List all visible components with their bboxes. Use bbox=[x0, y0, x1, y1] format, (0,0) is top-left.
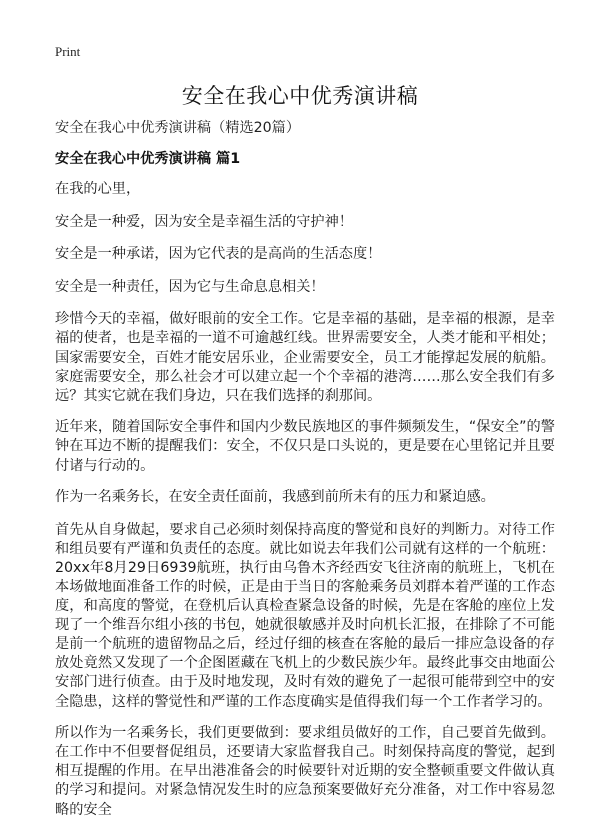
paragraph: 安全是一种责任，因为它与生命息息相关！ bbox=[55, 278, 325, 295]
paragraph: 安全是一种爱，因为安全是幸福生活的守护神！ bbox=[55, 213, 353, 230]
print-link[interactable]: Print bbox=[55, 44, 81, 59]
paragraph: 所以作为一名乘务长，我们更要做到：要求组员做好的工作，自己要首先做到。在工作中不但要督促组员，还要请大家监督我自己。时刻保持高度的警觉，起到相互提醒的作用。在早出港准备会的时候要针对近期的安全整顿重要文件做认真的学习和提问。对紧急情况发生时的应急预案要做好充分准备，对工作中容易忽略的安全 bbox=[55, 725, 555, 818]
document-subtitle: 安全在我心中优秀演讲稿（精选20篇） bbox=[55, 120, 301, 136]
document-title: 安全在我心中优秀演讲稿 bbox=[181, 84, 419, 108]
paragraph: 在我的心里， bbox=[55, 181, 141, 197]
section-heading: 安全在我心中优秀演讲稿 篇1 bbox=[55, 151, 241, 167]
paragraph: 珍惜今天的幸福，做好眼前的安全工作。它是幸福的基础，是幸福的根源，是幸福的使者，也是幸福的一道不可逾越红线。世界需要安全，人类才能和平相处；国家需要安全，百姓才能安居乐业，企业需要安全，员工才能撑起发展的航船。家庭需要安全，那么社会才可以建立起一个个幸福的港湾……那么安全我们有多远？其实它就在我们身边，只在我们选择的刹那间。 bbox=[55, 311, 555, 404]
paragraph: 首先从自身做起，要求自己必须时刻保持高度的警觉和良好的判断力。对待工作和组员要有严谨和负责任的态度。就比如说去年我们公司就有这样的一个航班：20xx年8月29日6939航班，执行由乌鲁木齐经西安飞往济南的航班上，飞机在本场做地面准备工作的时候，正是由于当日的客舱乘务员刘群本着严谨的工作态度，和高度的警觉，在登机后认真检查紧急设备的时候，先是在客舱的座位上发现了一个维吾尔组小孩的书包，她就很敏感并及时向机长汇报，在排除了不可能是前一个航班的遗留物品之后，经过仔细的核查在客舱的最后一排应急设备的存放处竟然又发现了一个企图匿藏在飞机上的少数民族少年。最终此事交由地面公安部门进行侦查。由于及时地发现，及时有效的避免了一起很可能带到空中的安全隐患，这样的警觉性和严谨的工作态度确实是值得我们每一个工作者学习的。 bbox=[55, 521, 555, 710]
paragraph: 作为一名乘务长，在安全责任面前，我感到前所未有的压力和紧迫感。 bbox=[55, 489, 495, 506]
paragraph: 安全是一种承诺，因为它代表的是高尚的生活态度！ bbox=[55, 246, 382, 263]
paragraph: 近年来，随着国际安全事件和国内少数民族地区的事件频频发生，“保安全”的警钟在耳边不断的提醒我们：安全，不仅只是口头说的，更是要在心里铭记并且要付诸与行动的。 bbox=[55, 419, 555, 474]
document-body bbox=[55, 119, 555, 832]
